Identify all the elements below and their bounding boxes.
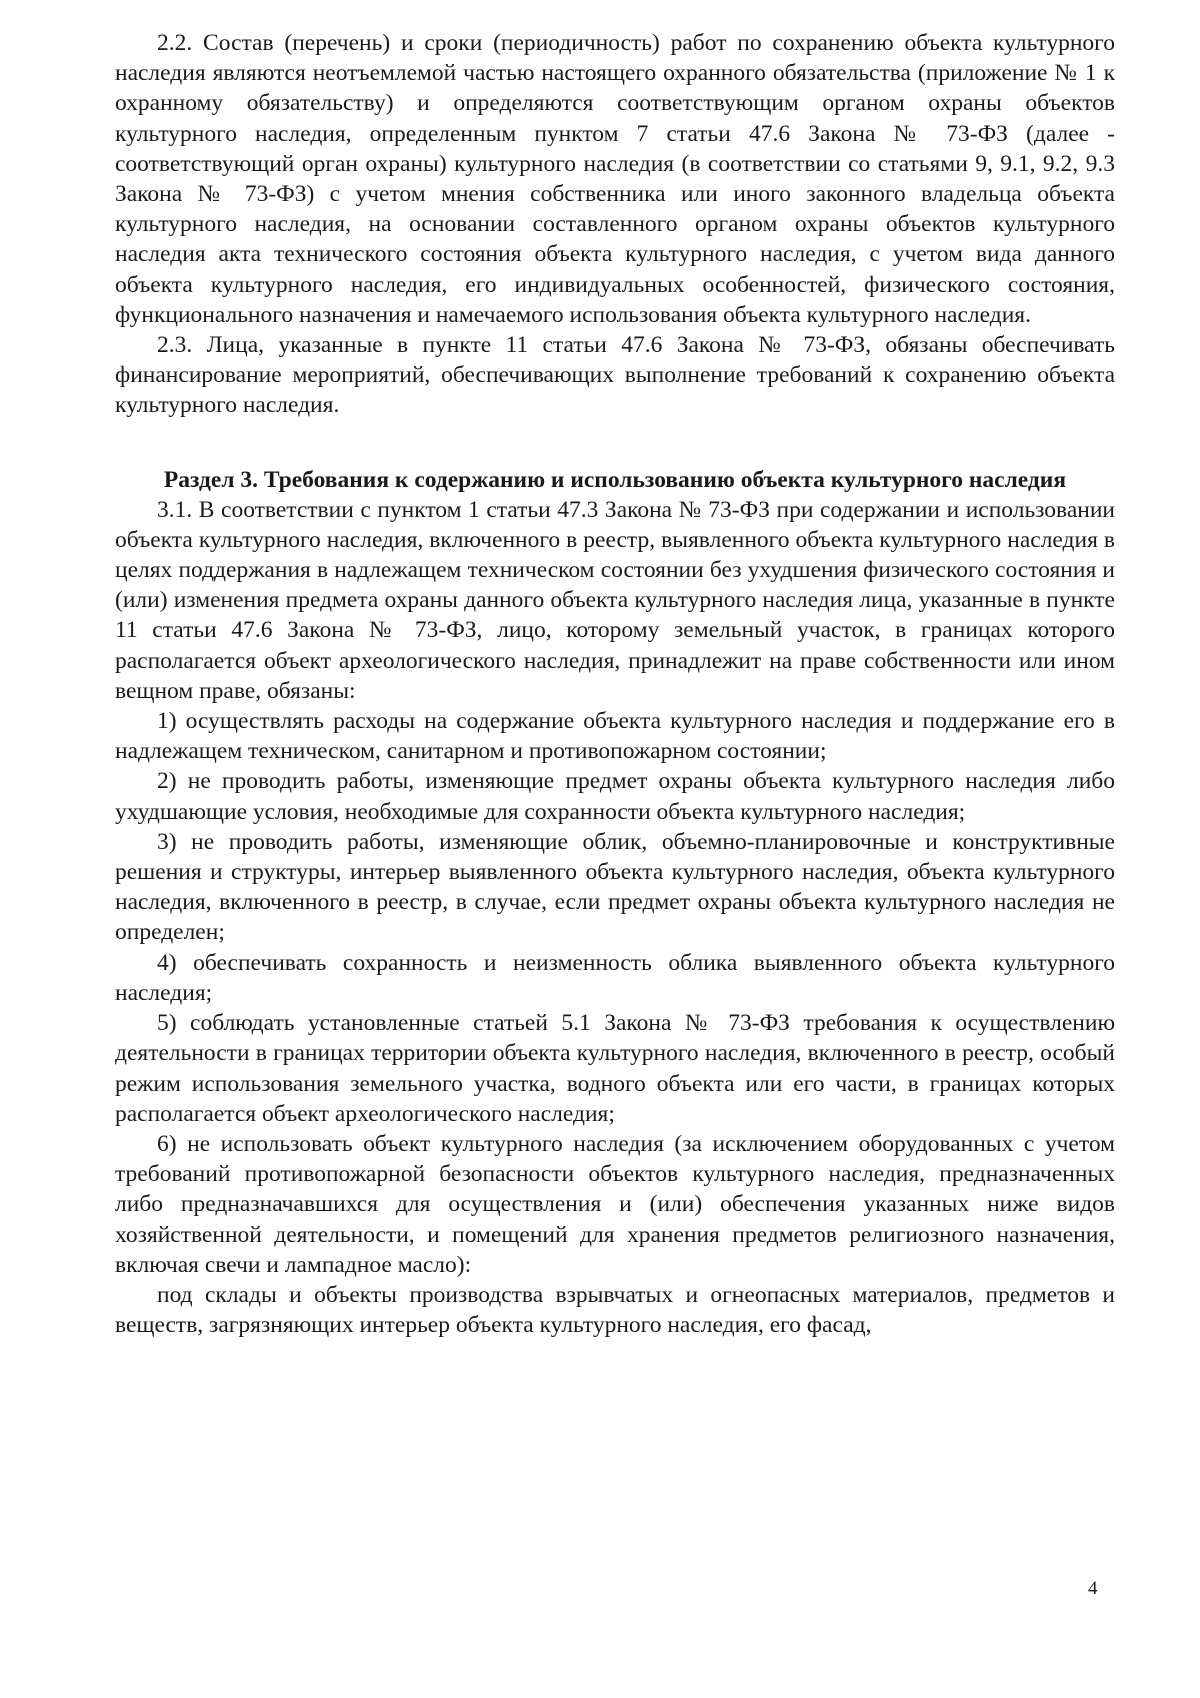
list-item-1: 1) осуществлять расходы на содержание объекта культурного наследия и поддержание его в надлежащем техническом, санитарном и противопожарном состоянии;	[115, 708, 1115, 765]
sub-item-warehouses: под склады и объекты производства взрывчатых и огнеопасных материалов, предметов и веществ, загрязняющих интерьер объекта культурного наследия, его фасад,	[115, 1281, 1115, 1339]
paragraph-3-1: 3.1. В соответствии с пунктом 1 статьи 47.3 Закона № 73-ФЗ при содержании и использовании объекта культурного наследия, включенного в реестр, выявленного объекта культурного наследия в целях поддержания в надлежащем техническом состоянии без ухудшения физического состояния и (или) изменения предмета охраны данного объекта культурного наследия лица, указанные в пункте 11 статьи 47.6 Закона № 73-ФЗ, лицо, которому земельный участок, в границах которого располагается объект археологического наследия, принадлежит на праве собственности или ином вещном праве, обязаны:	[115, 496, 1115, 704]
paragraph-2-2: 2.2. Состав (перечень) и сроки (периодичность) работ по сохранению объекта культурного наследия являются неотъемлемой частью настоящего охранного обязательства (приложение № 1 к охранному обязательству) и определяются соответствующим органом охраны объектов культурного наследия, определенным пунктом 7 статьи 47.6 Закона № 73-ФЗ (далее - соответствующий орган охраны) культурного наследия (в соответствии со статьями 9, 9.1, 9.2, 9.3 Закона № 73-ФЗ) с учетом мнения собственника или иного законного владельца объекта культурного наследия, на основании составленного органом охраны объектов культурного наследия акта технического состояния объекта культурного наследия, с учетом вида данного объекта культурного наследия, его индивидуальных особенностей, физического состояния, функционального назначения и намечаемого использования объекта культурного наследия.	[115, 30, 1115, 328]
paragraph-2-3: 2.3. Лица, указанные в пункте 11 статьи 47.6 Закона № 73-ФЗ, обязаны обеспечивать финансирование мероприятий, обеспечивающих выполнение требований к сохранению объекта культурного наследия.	[115, 332, 1115, 419]
list-item-4: 4) обеспечивать сохранность и неизменность облика выявленного объекта культурного наследия;	[115, 949, 1115, 1006]
list-item-5: 5) соблюдать установленные статьей 5.1 Закона № 73-ФЗ требования к осуществлению деятельности в границах территории объекта культурного наследия, включенного в реестр, особый режим использования земельного участка, водного объекта или его части, в границах которых располагается объект археологического наследия;	[115, 1010, 1115, 1127]
page-number: 4	[1088, 1578, 1098, 1599]
list-item-6: 6) не использовать объект культурного наследия (за исключением оборудованных с учетом требований противопожарной безопасности объектов культурного наследия, предназначенных либо предназначавшихся для осуществления и (или) обеспечения указанных ниже видов хозяйственной деятельности, и помещений для хранения предметов религиозного назначения, включая свечи и лампадное масло):	[115, 1130, 1115, 1278]
list-item-3: 3) не проводить работы, изменяющие облик, объемно-планировочные и конструктивные решения и структуры, интерьер выявленного объекта культурного наследия, объекта культурного наследия, включенного в реестр, в случае, если предмет охраны объекта культурного наследия не определен;	[115, 828, 1115, 946]
section-3-heading: Раздел 3. Требования к содержанию и использованию объекта культурного наследия	[163, 466, 1067, 493]
list-item-2: 2) не проводить работы, изменяющие предмет охраны объекта культурного наследия либо ухудшающие условия, необходимые для сохранности объекта культурного наследия;	[115, 768, 1115, 825]
document-page	[115, 28, 1115, 1340]
